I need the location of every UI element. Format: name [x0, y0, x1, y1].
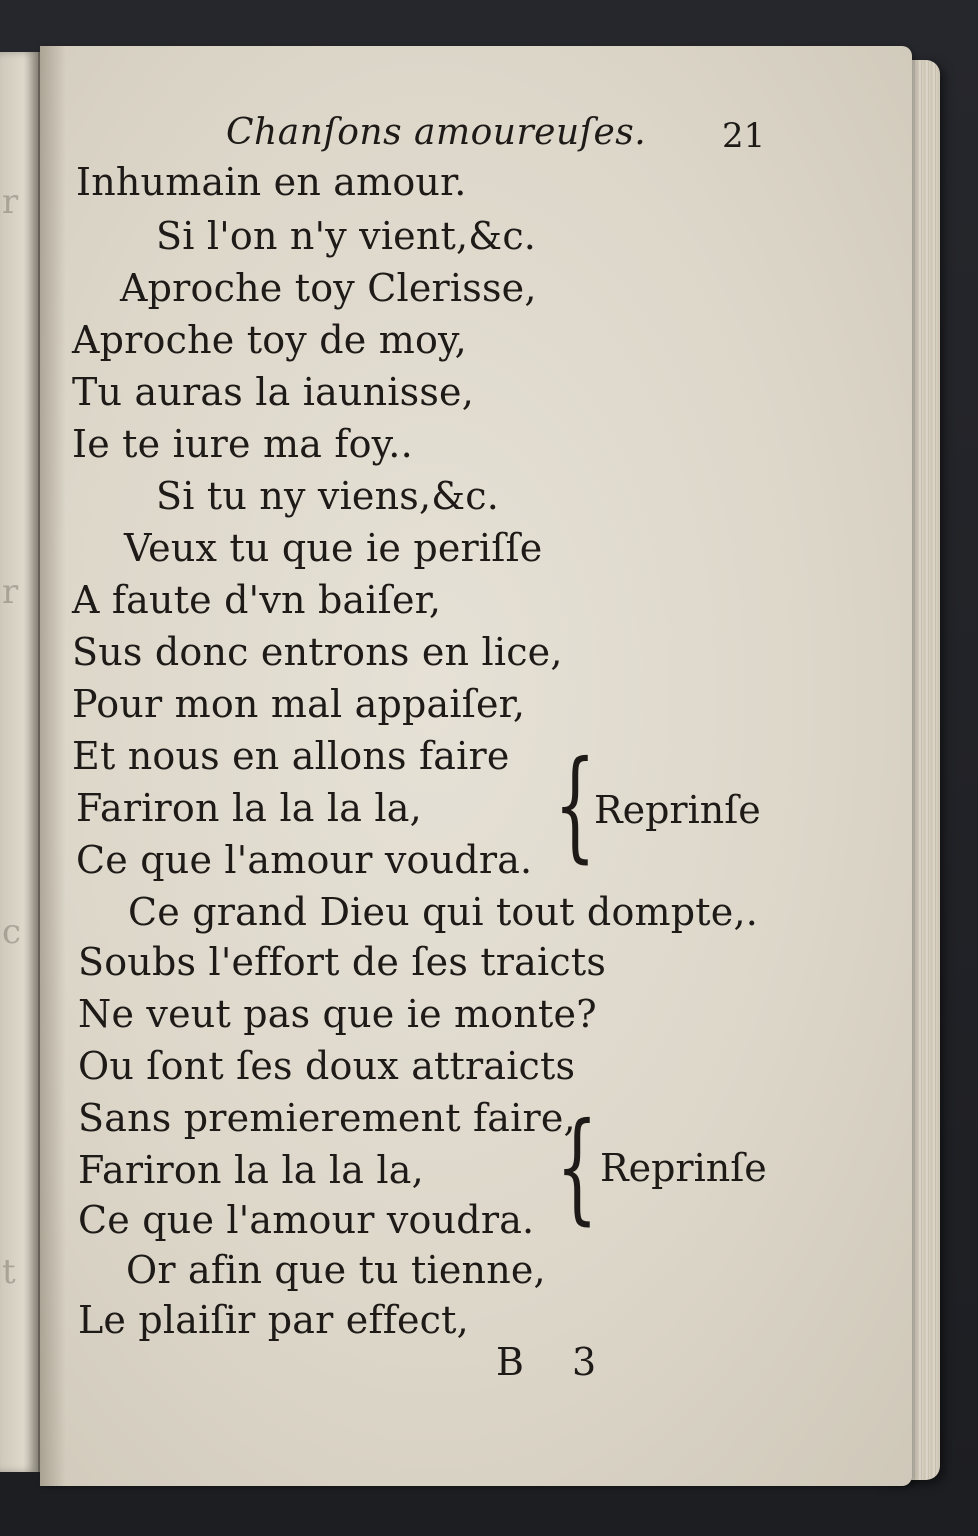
- verse-line: Soubs l'effort de ſes traicts: [78, 940, 607, 984]
- verse-line: Fariron la la la la,: [76, 786, 422, 830]
- verse-line: Sans premierement faire,: [78, 1096, 576, 1140]
- refrain-label: Reprinſe: [594, 788, 761, 832]
- verse-line: Or afin que tu tienne,: [126, 1248, 546, 1292]
- refrain-label: Reprinſe: [600, 1146, 767, 1190]
- signature-letter: B: [496, 1340, 524, 1384]
- refrain-brace: {: [556, 1098, 598, 1237]
- running-title: Chanſons amoureuſes.: [226, 112, 647, 153]
- verse-line: Aproche toy Clerisse,: [120, 266, 537, 310]
- verse-line: Fariron la la la la,: [78, 1148, 424, 1192]
- refrain-brace: {: [554, 736, 596, 875]
- verse-line: A faute d'vn baiſer,: [72, 578, 442, 622]
- verse-line: Ne veut pas que ie monte?: [78, 992, 597, 1036]
- verse-line: Veux tu que ie periſſe: [124, 526, 543, 570]
- verse-line: Ie te iure ma foy..: [72, 422, 413, 466]
- verse-line: Ou ſont ſes doux attraicts: [78, 1044, 576, 1088]
- facing-page-bleed-glyph: r: [2, 572, 19, 612]
- facing-page-bleed-glyph: c: [2, 912, 22, 952]
- verse-line: Inhumain en amour.: [76, 160, 467, 204]
- verse-line: Et nous en allons faire: [72, 734, 510, 778]
- signature-number: 3: [572, 1340, 597, 1384]
- verse-line: Si tu ny viens,&c.: [156, 474, 500, 518]
- verse-line: Sus donc entrons en lice,: [72, 630, 563, 674]
- verse-line: Ce grand Dieu qui tout dompte,.: [128, 890, 759, 934]
- verse-line: Tu auras la iaunisse,: [72, 370, 474, 414]
- verse-line: Le plaiſir par effect,: [78, 1298, 469, 1342]
- page-number: 21: [722, 116, 766, 156]
- verse-line: Aproche toy de moy,: [72, 318, 467, 362]
- facing-page-bleed-glyph: t: [2, 1252, 16, 1292]
- facing-page-bleed-glyph: r: [2, 182, 19, 222]
- verse-line: Si l'on n'y vient,&c.: [156, 214, 537, 258]
- verse-line: Ce que l'amour voudra.: [76, 838, 533, 882]
- verse-line: Ce que l'amour voudra.: [78, 1198, 535, 1242]
- verse-line: Pour mon mal appaiſer,: [72, 682, 526, 726]
